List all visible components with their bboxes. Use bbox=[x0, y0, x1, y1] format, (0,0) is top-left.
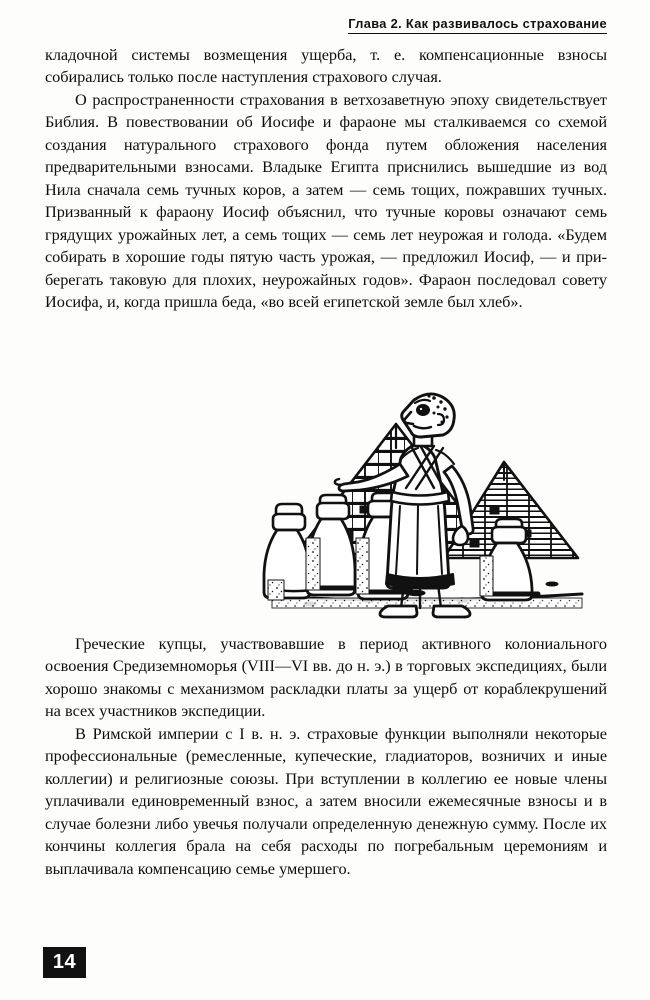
storage-jar bbox=[306, 495, 356, 595]
figure-ink bbox=[264, 394, 584, 617]
paragraph: Греческие купцы, участвовавшие в период активного колониального освоения Средиземноморья (VIII—VI вв. до н. э.) в торговых экспедициях, были хорошо знакомы с механизмом раскладки платы за ущерб от кораблекрушений на всех участников экспедиции. bbox=[45, 634, 607, 721]
running-head-text: Глава 2. Как развивалось страхование bbox=[348, 16, 607, 34]
paragraph: О распространенности страхования в ветхозаветную эпоху свидетельствует Библия. В повествовании об Иосифе и фараоне мы сталкиваемся со схемой создания натурального страхового фонда путем обложения населения предварительными взносами. Владыке Египта приснились вышедшие из вод Нила сначала семь тучных коров, а затем — семь тощих, пожравших тучных. Призванный к фараону Иосиф объяснил, что тучные коровы означают семь грядущих урожайных лет, а семь тощих — семь лет неурожая и голода. «Будем собирать в хорошие годы пятую часть урожая, — предложил Иосиф, — и приберегать таковую для плохих, неурожайных годов». Фараон последовал совету Иосифа, и, когда пришла беда, «во всей египетской земле был хлеб». bbox=[45, 89, 607, 311]
illustration-joseph-pyramids bbox=[248, 388, 600, 622]
body-text-bottom bbox=[45, 633, 607, 880]
page-number: 14 bbox=[43, 947, 86, 978]
body-text-top bbox=[45, 44, 607, 313]
illustration-drawing bbox=[248, 388, 600, 622]
paragraph: кладочной системы возмещения ущерба, т. е. компенсационные взносы собирались только после наступления страхового случая. bbox=[45, 45, 607, 87]
paragraph: В Римской империи с I в. н. э. страховые функции выполняли некоторые профессиональные (ремесленные, купеческие, гладиаторов, возничих и иные коллегии) и религиозные союзы. При вступлении в коллегию ее новые члены уплачивали единовременный взнос, а затем вносили ежемесячные взносы и в случае болезни либо увечья получали определенную денежную сумму. После их кончины коллегия брала на себя расходы по погребальным церемониям и выплачивала компенсацию семье умершего. bbox=[45, 723, 607, 878]
running-head bbox=[45, 16, 607, 34]
storage-jar bbox=[264, 504, 312, 600]
